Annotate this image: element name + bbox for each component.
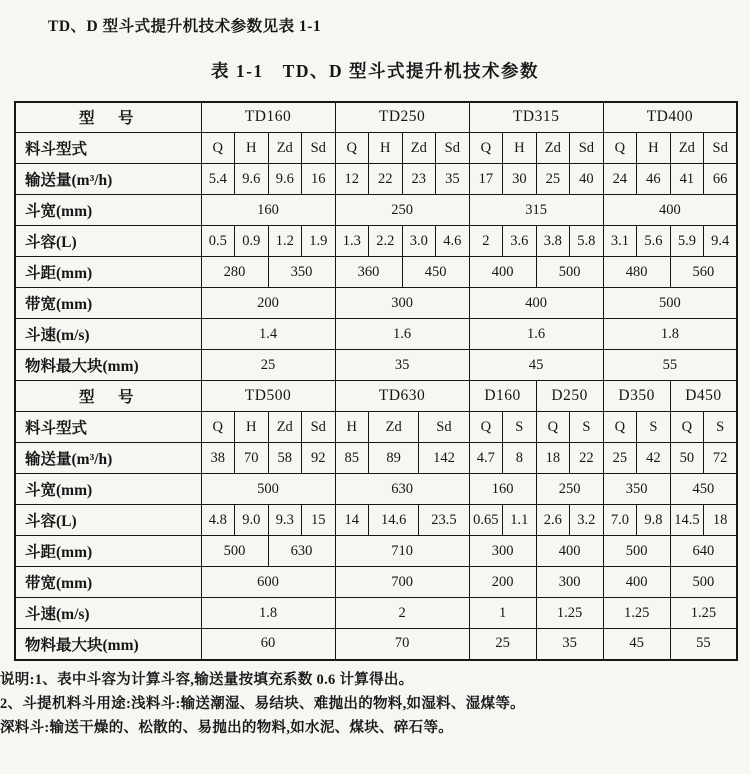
value-cell: H [369, 133, 403, 164]
value-cell: 66 [704, 164, 738, 195]
value-cell: 9.0 [235, 505, 269, 536]
value-cell: 5.9 [670, 226, 704, 257]
value-cell: Zd [268, 133, 302, 164]
value-cell: 42 [637, 443, 671, 474]
row-label: 带宽(mm) [15, 567, 201, 598]
value-cell: Q [536, 412, 570, 443]
model-header-cell: D350 [603, 381, 670, 412]
row-label: 斗容(L) [15, 226, 201, 257]
value-cell: H [335, 412, 369, 443]
value-cell: Sd [436, 133, 470, 164]
value-cell: 300 [335, 288, 469, 319]
value-cell: 1.6 [335, 319, 469, 350]
value-cell: 35 [335, 350, 469, 381]
value-cell: 640 [670, 536, 737, 567]
value-cell: 250 [335, 195, 469, 226]
value-cell: 1.9 [302, 226, 336, 257]
value-cell: 70 [335, 629, 469, 660]
value-cell: 9.8 [637, 505, 671, 536]
value-cell: 5.6 [637, 226, 671, 257]
table-row [15, 319, 737, 350]
value-cell: 38 [201, 443, 235, 474]
table-row [15, 505, 737, 536]
table-row [15, 288, 737, 319]
value-cell: Q [335, 133, 369, 164]
model-header-cell: TD250 [335, 102, 469, 133]
value-cell: 4.7 [469, 443, 503, 474]
value-cell: 14 [335, 505, 369, 536]
value-cell: 85 [335, 443, 369, 474]
value-cell: 1.25 [670, 598, 737, 629]
table-row [15, 412, 737, 443]
value-cell: 7.0 [603, 505, 637, 536]
value-cell: 60 [201, 629, 335, 660]
model-header-cell: TD160 [201, 102, 335, 133]
value-cell: 400 [469, 288, 603, 319]
value-cell: Q [603, 133, 637, 164]
value-cell: 5.4 [201, 164, 235, 195]
value-cell: 45 [603, 629, 670, 660]
value-cell: 700 [335, 567, 469, 598]
value-cell: 40 [570, 164, 604, 195]
table-row [15, 350, 737, 381]
row-label: 物料最大块(mm) [15, 350, 201, 381]
notes [0, 668, 750, 740]
value-cell: 2 [469, 226, 503, 257]
value-cell: 160 [469, 474, 536, 505]
value-cell: 55 [603, 350, 737, 381]
value-cell: 400 [603, 567, 670, 598]
value-cell: 350 [268, 257, 335, 288]
value-cell: 400 [469, 257, 536, 288]
value-cell: 70 [235, 443, 269, 474]
value-cell: 480 [603, 257, 670, 288]
table-row [15, 257, 737, 288]
row-label: 型 号 [15, 381, 201, 412]
value-cell: 46 [637, 164, 671, 195]
value-cell: 630 [335, 474, 469, 505]
value-cell: 9.6 [268, 164, 302, 195]
value-cell: 315 [469, 195, 603, 226]
value-cell: 23.5 [419, 505, 469, 536]
table-row [15, 381, 737, 412]
value-cell: H [637, 133, 671, 164]
value-cell: 500 [201, 536, 268, 567]
value-cell: 14.5 [670, 505, 704, 536]
model-header-cell: D250 [536, 381, 603, 412]
table-row [15, 598, 737, 629]
value-cell: 4.8 [201, 505, 235, 536]
note-line-2: 2、斗提机料斗用途:浅料斗:输送潮湿、易结块、难抛出的物料,如湿料、湿煤等。 [0, 695, 525, 712]
value-cell: 0.65 [469, 505, 503, 536]
value-cell: 22 [570, 443, 604, 474]
value-cell: 25 [603, 443, 637, 474]
value-cell: 3.8 [536, 226, 570, 257]
value-cell: 350 [603, 474, 670, 505]
value-cell: Sd [302, 412, 336, 443]
value-cell: 9.3 [268, 505, 302, 536]
value-cell: Q [469, 133, 503, 164]
value-cell: 300 [536, 567, 603, 598]
value-cell: Zd [402, 133, 436, 164]
value-cell: 250 [536, 474, 603, 505]
value-cell: 35 [536, 629, 603, 660]
value-cell: 500 [536, 257, 603, 288]
value-cell: Zd [536, 133, 570, 164]
value-cell: 1.25 [536, 598, 603, 629]
value-cell: 45 [469, 350, 603, 381]
value-cell: S [503, 412, 537, 443]
value-cell: 4.6 [436, 226, 470, 257]
value-cell: 50 [670, 443, 704, 474]
table-row [15, 133, 737, 164]
value-cell: 9.6 [235, 164, 269, 195]
value-cell: 25 [469, 629, 536, 660]
value-cell: H [235, 412, 269, 443]
value-cell: Sd [570, 133, 604, 164]
table-row [15, 195, 737, 226]
value-cell: 18 [536, 443, 570, 474]
table-row [15, 164, 737, 195]
value-cell: 280 [201, 257, 268, 288]
row-label: 料斗型式 [15, 412, 201, 443]
value-cell: 630 [268, 536, 335, 567]
value-cell: 17 [469, 164, 503, 195]
value-cell: 500 [201, 474, 335, 505]
value-cell: Zd [670, 133, 704, 164]
model-header-cell: TD500 [201, 381, 335, 412]
value-cell: 89 [369, 443, 419, 474]
table-row [15, 629, 737, 660]
model-header-cell: TD400 [603, 102, 737, 133]
value-cell: 600 [201, 567, 335, 598]
row-label: 斗速(m/s) [15, 598, 201, 629]
value-cell: 450 [402, 257, 469, 288]
value-cell: 1.6 [469, 319, 603, 350]
value-cell: 25 [536, 164, 570, 195]
row-label: 料斗型式 [15, 133, 201, 164]
table-row [15, 474, 737, 505]
value-cell: 41 [670, 164, 704, 195]
value-cell: 12 [335, 164, 369, 195]
value-cell: 18 [704, 505, 738, 536]
value-cell: 560 [670, 257, 737, 288]
value-cell: 5.8 [570, 226, 604, 257]
model-header-cell: TD315 [469, 102, 603, 133]
row-label: 输送量(m³/h) [15, 443, 201, 474]
value-cell: Zd [369, 412, 419, 443]
params-table [14, 101, 738, 661]
value-cell: 16 [302, 164, 336, 195]
row-label: 物料最大块(mm) [15, 629, 201, 660]
row-label: 斗宽(mm) [15, 474, 201, 505]
value-cell: 400 [603, 195, 737, 226]
model-header-cell: D160 [469, 381, 536, 412]
value-cell: Q [469, 412, 503, 443]
value-cell: 400 [536, 536, 603, 567]
value-cell: 710 [335, 536, 469, 567]
row-label: 斗距(mm) [15, 536, 201, 567]
value-cell: Zd [268, 412, 302, 443]
table-row [15, 567, 737, 598]
value-cell: 58 [268, 443, 302, 474]
table-caption: 表 1-1 TD、D 型斗式提升机技术参数 [210, 61, 540, 81]
value-cell: 1.8 [201, 598, 335, 629]
value-cell: H [235, 133, 269, 164]
value-cell: 3.1 [603, 226, 637, 257]
row-label: 斗容(L) [15, 505, 201, 536]
row-label: 型 号 [15, 102, 201, 133]
value-cell: 30 [503, 164, 537, 195]
value-cell: 15 [302, 505, 336, 536]
value-cell: 500 [603, 288, 737, 319]
value-cell: 8 [503, 443, 537, 474]
note-line-1: 说明:1、表中斗容为计算斗容,输送量按填充系数 0.6 计算得出。 [0, 671, 414, 688]
value-cell: S [637, 412, 671, 443]
value-cell: 92 [302, 443, 336, 474]
value-cell: 1.3 [335, 226, 369, 257]
value-cell: Q [201, 133, 235, 164]
value-cell: Q [603, 412, 637, 443]
value-cell: 142 [419, 443, 469, 474]
value-cell: 1 [469, 598, 536, 629]
value-cell: 160 [201, 195, 335, 226]
value-cell: 24 [603, 164, 637, 195]
row-label: 斗宽(mm) [15, 195, 201, 226]
value-cell: 450 [670, 474, 737, 505]
note-line-3: 深料斗:输送干燥的、松散的、易抛出的物料,如水泥、煤块、碎石等。 [0, 719, 454, 736]
value-cell: 2.2 [369, 226, 403, 257]
value-cell: 35 [436, 164, 470, 195]
value-cell: S [704, 412, 738, 443]
value-cell: 22 [369, 164, 403, 195]
value-cell: 14.6 [369, 505, 419, 536]
value-cell: 200 [201, 288, 335, 319]
value-cell: 1.4 [201, 319, 335, 350]
value-cell: 72 [704, 443, 738, 474]
model-header-cell: TD630 [335, 381, 469, 412]
value-cell: 2 [335, 598, 469, 629]
table-row [15, 443, 737, 474]
value-cell: Sd [302, 133, 336, 164]
value-cell: Sd [704, 133, 738, 164]
value-cell: 500 [603, 536, 670, 567]
value-cell: 2.6 [536, 505, 570, 536]
value-cell: 55 [670, 629, 737, 660]
value-cell: S [570, 412, 604, 443]
value-cell: 0.9 [235, 226, 269, 257]
value-cell: 0.5 [201, 226, 235, 257]
value-cell: 25 [201, 350, 335, 381]
value-cell: 200 [469, 567, 536, 598]
table-row [15, 102, 737, 133]
value-cell: 9.4 [704, 226, 738, 257]
value-cell: 3.2 [570, 505, 604, 536]
value-cell: 1.8 [603, 319, 737, 350]
row-label: 斗距(mm) [15, 257, 201, 288]
row-label: 输送量(m³/h) [15, 164, 201, 195]
value-cell: 360 [335, 257, 402, 288]
value-cell: 1.2 [268, 226, 302, 257]
model-header-cell: D450 [670, 381, 737, 412]
value-cell: 500 [670, 567, 737, 598]
intro-text: TD、D 型斗式提升机技术参数见表 1-1 [48, 18, 322, 35]
value-cell: Q [670, 412, 704, 443]
table-row [15, 536, 737, 567]
table-row [15, 226, 737, 257]
row-label: 斗速(m/s) [15, 319, 201, 350]
value-cell: Sd [419, 412, 469, 443]
value-cell: H [503, 133, 537, 164]
value-cell: 23 [402, 164, 436, 195]
value-cell: 300 [469, 536, 536, 567]
value-cell: 3.6 [503, 226, 537, 257]
row-label: 带宽(mm) [15, 288, 201, 319]
value-cell: Q [201, 412, 235, 443]
value-cell: 1.1 [503, 505, 537, 536]
value-cell: 1.25 [603, 598, 670, 629]
value-cell: 3.0 [402, 226, 436, 257]
params-table-body [15, 102, 737, 660]
